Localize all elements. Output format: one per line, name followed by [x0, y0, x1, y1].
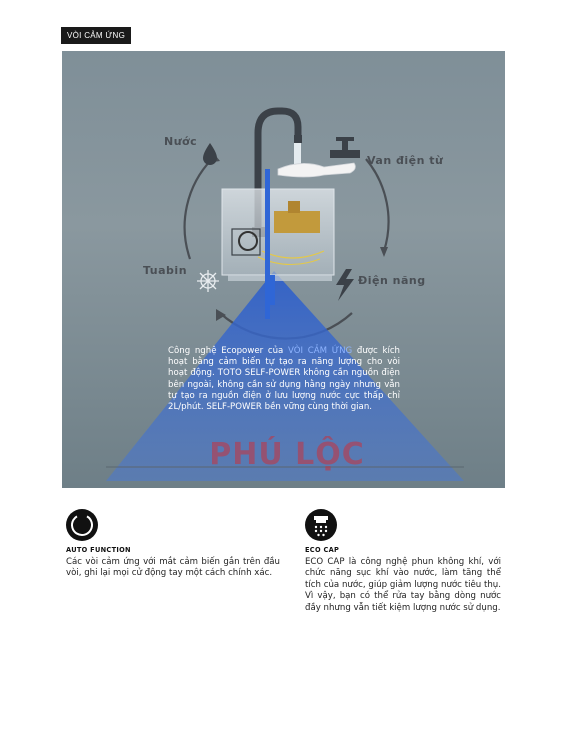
turbine-icon — [197, 270, 219, 292]
highlight-text: VÒI CẢM ỨNG — [288, 346, 353, 356]
eco-cap-icon — [305, 509, 337, 541]
diagram-illustration — [62, 51, 505, 488]
feature-eco-cap — [305, 509, 501, 614]
auto-function-icon — [66, 509, 98, 541]
label-energy: Điện năng — [358, 274, 426, 287]
water-drop-icon — [203, 143, 217, 165]
text-part: Công nghệ Ecopower của — [168, 346, 288, 356]
label-turbine: Tuabin — [143, 264, 188, 277]
feature-auto-function — [66, 509, 280, 580]
feature-title: AUTO FUNCTION — [66, 546, 131, 554]
feature-title: ECO CAP — [305, 546, 340, 554]
label-valve: Van điện từ — [367, 154, 444, 167]
watermark: PHÚ LỘC — [209, 437, 365, 472]
text-part: được kích hoạt bằng cảm biến tự tạo ra năng lượng cho vòi hoạt động. TOTO SELF-POWER không cần nguồn điện bên ngoài, không cần sử dụng hằng ngày nhưng vẫn tự tạo ra nguồn điện ở lưu lượng nước cực thấp chỉ 2L/phút. SELF-POWER bền vững cùng thời gian. — [168, 346, 401, 413]
section-tag: VÒI CẢM ỨNG — [61, 27, 131, 44]
feature-description: ECO CAP là công nghệ phun không khí, với chức năng sục khí vào nước, làm tăng thể tích của nước, giúp giảm lượng nước tiêu thụ. Vì vậy, bạn có thể rửa tay bằng dòng nước đầy nhưng vẫn tiết kiệm lượng nước sử dụng. — [305, 557, 501, 613]
ecopower-description — [168, 346, 400, 413]
feature-description: Các vòi cảm ứng với mắt cảm biến gắn trên đầu vòi, ghi lại mọi cử động tay một cách chính xác. — [66, 557, 280, 579]
valve-icon — [330, 137, 360, 158]
generator-box — [222, 189, 334, 281]
ecopower-diagram — [62, 51, 505, 488]
lightning-icon — [336, 269, 354, 301]
label-water: Nước — [164, 135, 198, 148]
